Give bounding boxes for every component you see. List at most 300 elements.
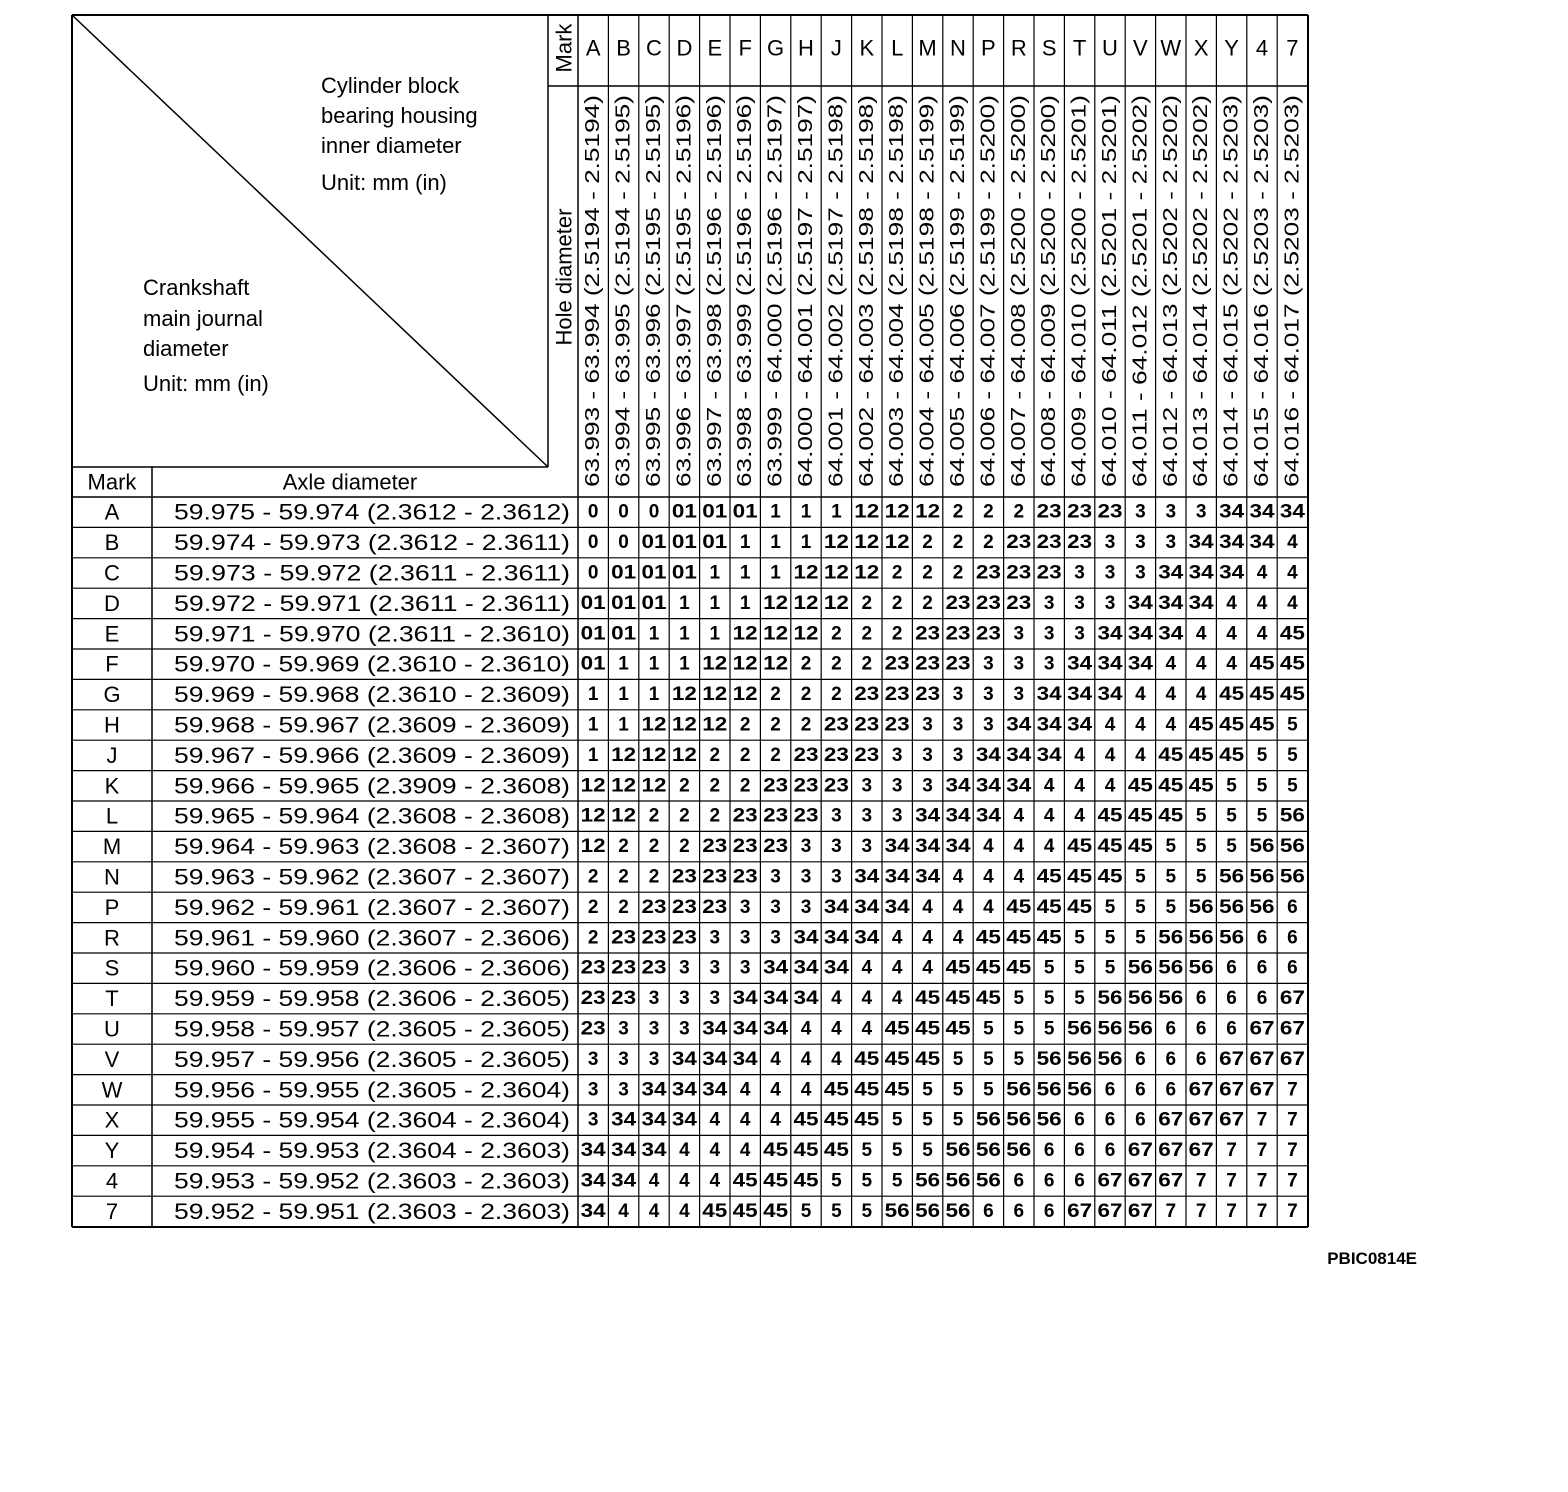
grade-cell: 3 <box>922 775 933 797</box>
grade-cell: 34 <box>732 1048 759 1070</box>
grade-cell: 3 <box>739 957 751 979</box>
grade-cell: 67 <box>1219 1048 1245 1070</box>
grade-cell: 3 <box>1043 592 1055 614</box>
grade-cell: 3 <box>770 866 781 888</box>
grade-cell: 12 <box>671 714 697 736</box>
grade-cell: 23 <box>975 562 1001 584</box>
grade-cell: 67 <box>1279 988 1305 1010</box>
grade-cell: 6 <box>1043 1170 1055 1192</box>
column-hole-diameter: 64.015 - 64.016 (2.5203 - 2.5203) <box>1251 187 1273 487</box>
grade-cell: 23 <box>641 957 667 979</box>
grade-cell: 3 <box>709 957 721 979</box>
grade-cell: 12 <box>854 501 880 523</box>
grade-cell: 34 <box>1279 501 1306 523</box>
grade-cell: 12 <box>671 744 697 766</box>
grade-cell: 34 <box>1219 501 1245 523</box>
grade-cell: 7 <box>1287 1140 1298 1162</box>
grade-cell: 6 <box>1074 1109 1085 1131</box>
grade-cell: 5 <box>1195 805 1207 827</box>
grade-cell: 12 <box>732 623 758 645</box>
grade-cell: 3 <box>1165 532 1177 554</box>
grade-cell: 23 <box>611 957 637 979</box>
grade-cell: 12 <box>884 532 910 554</box>
grade-cell: 6 <box>983 1200 994 1222</box>
grade-cell: 5 <box>922 1109 933 1131</box>
grade-cell: 34 <box>884 896 911 918</box>
grade-cell: 12 <box>793 592 819 614</box>
column-hole-diameter: 64.014 - 64.015 (2.5202 - 2.5203) <box>1220 187 1243 487</box>
grade-cell: 34 <box>1006 714 1032 736</box>
column-mark: N <box>950 35 966 61</box>
grade-cell: 01 <box>671 562 698 584</box>
grade-cell: 4 <box>831 988 842 1010</box>
grade-cell: 23 <box>793 744 819 766</box>
grade-cell: 2 <box>618 836 629 858</box>
grade-cell: 4 <box>1165 684 1177 706</box>
grade-cell: 45 <box>1279 623 1306 645</box>
grade-cell: 45 <box>1279 653 1306 675</box>
grade-cell: 6 <box>1074 1170 1085 1192</box>
grade-cell: 2 <box>800 653 812 675</box>
row-axle-diameter: 59.967 - 59.966 (2.3609 - 2.3609) <box>174 742 570 768</box>
grade-cell: 67 <box>1158 1140 1184 1162</box>
grade-cell: 23 <box>763 836 789 858</box>
grade-cell: 34 <box>945 805 972 827</box>
row-axle-diameter: 59.963 - 59.962 (2.3607 - 2.3607) <box>174 864 570 890</box>
grade-cell: 2 <box>800 684 812 706</box>
grade-cell: 45 <box>1036 927 1063 949</box>
grade-cell: 34 <box>763 988 789 1010</box>
crank-unit: Unit: mm (in) <box>143 371 269 396</box>
grade-cell: 5 <box>1287 775 1298 797</box>
grade-cell: 34 <box>1067 684 1093 706</box>
grade-cell: 5 <box>1256 744 1268 766</box>
grade-cell: 4 <box>983 866 994 888</box>
grade-cell: 4 <box>648 1170 660 1192</box>
column-mark: D <box>676 35 693 61</box>
grade-cell: 67 <box>1127 1170 1153 1192</box>
grade-cell: 4 <box>1135 714 1146 736</box>
grade-cell: 56 <box>1036 1109 1062 1131</box>
grade-cell: 2 <box>648 866 660 888</box>
column-mark: J <box>830 35 842 61</box>
grade-cell: 23 <box>611 988 637 1010</box>
row-axle-diameter: 59.959 - 59.958 (2.3606 - 2.3605) <box>174 986 570 1012</box>
grade-cell: 23 <box>641 927 667 949</box>
grade-cell: 34 <box>823 896 850 918</box>
grade-cell: 3 <box>618 1048 629 1070</box>
grade-cell: 56 <box>1127 988 1153 1010</box>
grade-cell: 6 <box>1256 988 1268 1010</box>
grade-cell: 5 <box>1226 836 1237 858</box>
grade-cell: 67 <box>1219 1079 1245 1101</box>
grade-cell: 23 <box>580 988 606 1010</box>
grade-cell: 3 <box>1043 623 1055 645</box>
grade-cell: 3 <box>1043 653 1055 675</box>
row-mark: S <box>104 955 120 981</box>
grade-cell: 6 <box>1287 896 1298 918</box>
grade-cell: 3 <box>648 1048 660 1070</box>
grade-cell: 5 <box>1135 866 1146 888</box>
grade-cell: 23 <box>945 623 971 645</box>
grade-cell: 1 <box>587 744 599 766</box>
row-mark: V <box>104 1046 120 1072</box>
column-mark: 7 <box>1286 35 1299 61</box>
grade-cell: 4 <box>952 866 964 888</box>
grade-cell: 45 <box>1067 866 1093 888</box>
grade-cell: 23 <box>671 866 697 888</box>
row-mark: L <box>105 803 119 829</box>
grade-cell: 34 <box>1036 684 1063 706</box>
grade-cell: 23 <box>884 653 910 675</box>
grade-cell: 01 <box>580 592 607 614</box>
grade-cell: 3 <box>1104 562 1116 584</box>
grade-cell: 45 <box>1127 775 1154 797</box>
column-hole-diameter: 64.010 - 64.011 (2.5201 - 2.5201) <box>1099 189 1121 487</box>
grade-cell: 3 <box>679 988 690 1010</box>
grade-cell: 7 <box>1287 1170 1298 1192</box>
column-hole-diameter: 64.005 - 64.006 (2.5199 - 2.5199) <box>947 187 969 487</box>
grade-cell: 2 <box>861 623 873 645</box>
column-mark: A <box>585 35 601 61</box>
grade-cell: 56 <box>1158 988 1184 1010</box>
grade-cell: 56 <box>1279 805 1305 827</box>
column-hole-diameter: 64.002 - 64.003 (2.5198 - 2.5198) <box>855 187 878 488</box>
grade-cell: 1 <box>648 653 660 675</box>
grade-cell: 5 <box>1287 744 1298 766</box>
column-hole-diameter: 63.993 - 63.994 (2.5194 - 2.5194) <box>582 187 605 487</box>
grade-cell: 23 <box>1067 532 1093 554</box>
grade-cell: 1 <box>679 592 690 614</box>
grade-cell: 5 <box>800 1200 812 1222</box>
grade-cell: 3 <box>800 896 812 918</box>
grade-cell: 34 <box>641 1109 668 1131</box>
grade-cell: 3 <box>952 714 964 736</box>
grade-cell: 4 <box>618 1200 629 1222</box>
grade-cell: 7 <box>1287 1109 1298 1131</box>
grade-cell: 3 <box>1135 532 1146 554</box>
grade-cell: 23 <box>915 623 941 645</box>
grade-cell: 45 <box>793 1140 820 1162</box>
grade-cell: 45 <box>1097 805 1124 827</box>
grade-cell: 34 <box>823 957 850 979</box>
grade-cell: 12 <box>641 775 667 797</box>
grade-cell: 6 <box>1135 1109 1146 1131</box>
grade-cell: 45 <box>975 957 1002 979</box>
grade-cell: 5 <box>1043 1018 1055 1040</box>
grade-cell: 56 <box>975 1109 1001 1131</box>
grade-cell: 6 <box>1104 1079 1116 1101</box>
grade-cell: 4 <box>952 927 964 949</box>
grade-cell: 45 <box>1219 714 1245 736</box>
grade-cell: 45 <box>1279 684 1306 706</box>
grade-cell: 4 <box>800 1079 812 1101</box>
grade-cell: 45 <box>945 988 972 1010</box>
grade-cell: 2 <box>891 623 903 645</box>
grade-cell: 7 <box>1287 1079 1298 1101</box>
grade-cell: 2 <box>679 805 690 827</box>
grade-cell: 3 <box>983 684 994 706</box>
grade-cell: 34 <box>671 1048 698 1070</box>
grade-cell: 45 <box>1006 896 1032 918</box>
column-hole-diameter: 64.016 - 64.017 (2.5203 - 2.5203) <box>1281 187 1304 487</box>
grade-cell: 23 <box>763 775 789 797</box>
grade-cell: 6 <box>1256 927 1268 949</box>
column-hole-diameter: 63.998 - 63.999 (2.5196 - 2.5196) <box>734 187 757 487</box>
grade-cell: 45 <box>1036 866 1063 888</box>
grade-cell: 1 <box>770 501 781 523</box>
grade-cell: 0 <box>587 532 599 554</box>
grade-cell: 1 <box>739 532 751 554</box>
grade-cell: 34 <box>611 1170 637 1192</box>
grade-cell: 6 <box>1165 1079 1177 1101</box>
grade-cell: 3 <box>1074 562 1085 584</box>
grade-cell: 5 <box>891 1170 903 1192</box>
grade-cell: 45 <box>1097 866 1124 888</box>
hole-diameter-header: Hole diameter <box>551 208 577 346</box>
grade-cell: 3 <box>861 775 873 797</box>
row-axle-diameter: 59.972 - 59.971 (2.3611 - 2.3611) <box>174 590 570 616</box>
grade-cell: 2 <box>679 775 690 797</box>
grade-cell: 01 <box>641 592 668 614</box>
grade-cell: 4 <box>800 1048 812 1070</box>
grade-cell: 5 <box>861 1170 873 1192</box>
grade-cell: 12 <box>884 501 910 523</box>
grade-cell: 23 <box>975 623 1001 645</box>
grade-cell: 5 <box>1013 1018 1025 1040</box>
grade-cell: 1 <box>709 623 721 645</box>
grade-cell: 3 <box>1074 623 1085 645</box>
grade-cell: 2 <box>891 562 903 584</box>
row-axle-diameter: 59.953 - 59.952 (2.3603 - 2.3603) <box>174 1168 570 1194</box>
grade-cell: 34 <box>1127 592 1154 614</box>
grade-cell: 34 <box>915 866 941 888</box>
grade-cell: 5 <box>1074 927 1085 949</box>
grade-cell: 2 <box>770 744 781 766</box>
grade-cell: 5 <box>1043 988 1055 1010</box>
grade-cell: 1 <box>679 653 690 675</box>
grade-cell: 2 <box>1013 501 1025 523</box>
grade-cell: 45 <box>1188 744 1215 766</box>
grade-cell: 4 <box>922 957 933 979</box>
row-mark: R <box>104 925 120 951</box>
grade-cell: 23 <box>611 927 637 949</box>
grade-cell: 67 <box>1279 1048 1305 1070</box>
grade-cell: 67 <box>1188 1140 1214 1162</box>
grade-cell: 12 <box>641 744 667 766</box>
grade-cell: 34 <box>580 1200 607 1222</box>
row-mark: D <box>104 590 120 616</box>
grade-cell: 01 <box>702 501 728 523</box>
grade-cell: 23 <box>671 927 697 949</box>
grade-cell: 45 <box>1249 653 1276 675</box>
grade-cell: 5 <box>891 1140 903 1162</box>
grade-cell: 0 <box>618 501 629 523</box>
grade-cell: 12 <box>793 623 819 645</box>
grade-cell: 4 <box>709 1170 721 1192</box>
grade-cell: 3 <box>679 1018 690 1040</box>
grade-cell: 23 <box>793 775 819 797</box>
grade-cell: 1 <box>679 623 690 645</box>
grade-cell: 4 <box>1013 866 1025 888</box>
grade-cell: 34 <box>763 1018 789 1040</box>
grade-cell: 5 <box>1195 866 1207 888</box>
grade-cell: 5 <box>1074 988 1085 1010</box>
grade-cell: 7 <box>1287 1200 1298 1222</box>
column-hole-diameter: 63.999 - 64.000 (2.5196 - 2.5197) <box>764 187 787 487</box>
grade-cell: 4 <box>1287 532 1298 554</box>
grade-cell: 4 <box>983 896 994 918</box>
grade-cell: 56 <box>1249 836 1275 858</box>
grade-cell: 01 <box>641 532 668 554</box>
grade-cell: 4 <box>800 1018 812 1040</box>
grade-cell: 45 <box>793 1170 820 1192</box>
grade-cell: 1 <box>587 714 599 736</box>
grade-cell: 67 <box>1249 1048 1275 1070</box>
axle-diameter-header: Axle diameter <box>282 469 418 495</box>
row-axle-diameter: 59.957 - 59.956 (2.3605 - 2.3605) <box>174 1046 570 1072</box>
row-mark: E <box>104 621 120 647</box>
grade-cell: 23 <box>1006 562 1032 584</box>
grade-cell: 45 <box>763 1170 789 1192</box>
column-hole-diameter: 63.994 - 63.995 (2.5194 - 2.5195) <box>612 187 635 487</box>
grade-cell: 34 <box>732 1018 759 1040</box>
grade-cell: 5 <box>831 1200 842 1222</box>
grade-cell: 5 <box>983 1018 994 1040</box>
grade-cell: 45 <box>823 1109 850 1131</box>
grade-cell: 5 <box>1135 927 1146 949</box>
row-axle-diameter: 59.955 - 59.954 (2.3604 - 2.3604) <box>174 1107 570 1133</box>
grade-cell: 2 <box>587 896 599 918</box>
grade-cell: 3 <box>709 988 721 1010</box>
grade-cell: 12 <box>915 501 941 523</box>
grade-cell: 67 <box>1127 1140 1153 1162</box>
grade-cell: 3 <box>1104 532 1116 554</box>
grade-cell: 01 <box>611 592 637 614</box>
grade-cell: 34 <box>611 1140 637 1162</box>
row-axle-diameter: 59.960 - 59.959 (2.3606 - 2.3606) <box>174 955 570 981</box>
grade-cell: 23 <box>915 684 941 706</box>
grade-cell: 01 <box>732 501 759 523</box>
grade-cell: 23 <box>854 684 880 706</box>
grade-cell: 4 <box>831 1018 842 1040</box>
grade-cell: 12 <box>732 653 758 675</box>
grade-cell: 3 <box>739 927 751 949</box>
grade-cell: 34 <box>763 957 789 979</box>
grade-cell: 56 <box>1036 1048 1062 1070</box>
grade-cell: 2 <box>952 562 964 584</box>
grade-cell: 56 <box>1006 1140 1032 1162</box>
grade-cell: 2 <box>709 744 721 766</box>
grade-cell: 4 <box>1195 623 1207 645</box>
grade-cell: 45 <box>823 1140 850 1162</box>
row-axle-diameter: 59.954 - 59.953 (2.3604 - 2.3603) <box>174 1138 570 1164</box>
row-axle-diameter: 59.969 - 59.968 (2.3610 - 2.3609) <box>174 682 570 708</box>
grade-cell: 2 <box>800 714 812 736</box>
grade-cell: 3 <box>831 805 842 827</box>
grade-cell: 2 <box>922 532 933 554</box>
grade-cell: 56 <box>1006 1109 1032 1131</box>
grade-cell: 56 <box>1219 866 1245 888</box>
grade-cell: 34 <box>884 836 911 858</box>
grade-cell: 2 <box>739 744 751 766</box>
grade-cell: 6 <box>1043 1140 1055 1162</box>
grade-cell: 4 <box>770 1048 781 1070</box>
grade-cell: 4 <box>679 1200 690 1222</box>
grade-cell: 6 <box>1135 1079 1146 1101</box>
column-hole-diameter: 64.012 - 64.013 (2.5202 - 2.5202) <box>1159 187 1182 487</box>
column-hole-diameter: 64.001 - 64.002 (2.5197 - 2.5198) <box>825 187 848 487</box>
grade-cell: 34 <box>1067 714 1093 736</box>
grade-cell: 12 <box>732 684 758 706</box>
grade-cell: 56 <box>975 1140 1001 1162</box>
grade-cell: 3 <box>1013 653 1025 675</box>
row-mark: K <box>104 773 120 799</box>
grade-cell: 56 <box>1067 1048 1093 1070</box>
grade-cell: 5 <box>1104 927 1116 949</box>
grade-cell: 3 <box>831 866 842 888</box>
row-axle-diameter: 59.956 - 59.955 (2.3605 - 2.3604) <box>174 1077 570 1103</box>
grade-cell: 45 <box>1097 836 1124 858</box>
grade-cell: 34 <box>671 1109 698 1131</box>
grade-cell: 56 <box>975 1170 1001 1192</box>
grade-cell: 34 <box>823 927 850 949</box>
grade-cell: 1 <box>739 592 751 614</box>
grade-cell: 01 <box>580 623 607 645</box>
grade-cell: 12 <box>580 836 606 858</box>
grade-cell: 34 <box>1219 562 1245 584</box>
grade-cell: 5 <box>861 1200 873 1222</box>
grade-cell: 4 <box>1074 775 1085 797</box>
grade-cell: 34 <box>671 1079 698 1101</box>
grade-cell: 45 <box>1219 684 1245 706</box>
grade-cell: 34 <box>854 866 880 888</box>
grade-cell: 1 <box>739 562 751 584</box>
grade-cell: 7 <box>1195 1170 1207 1192</box>
grade-cell: 67 <box>1097 1170 1123 1192</box>
grade-cell: 3 <box>861 805 873 827</box>
grade-cell: 3 <box>861 836 873 858</box>
grade-cell: 45 <box>915 1048 941 1070</box>
grade-cell: 12 <box>793 562 819 584</box>
grade-cell: 67 <box>1158 1170 1184 1192</box>
grade-cell: 23 <box>884 714 910 736</box>
grade-cell: 4 <box>861 957 873 979</box>
grade-cell: 23 <box>580 957 606 979</box>
grade-cell: 34 <box>1127 653 1154 675</box>
grade-cell: 4 <box>1135 744 1146 766</box>
grade-cell: 56 <box>1097 988 1123 1010</box>
grade-cell: 56 <box>1279 836 1305 858</box>
column-mark: H <box>798 35 814 61</box>
grade-cell: 23 <box>671 896 697 918</box>
row-mark: H <box>104 712 120 738</box>
grade-cell: 01 <box>702 532 728 554</box>
column-mark: V <box>1133 35 1148 61</box>
grade-cell: 34 <box>1249 501 1276 523</box>
grade-cell: 45 <box>1249 684 1276 706</box>
grade-cell: 6 <box>1104 1109 1116 1131</box>
column-hole-diameter: 64.011 - 64.012 (2.5201 - 2.5202) <box>1129 189 1152 487</box>
column-mark: R <box>1010 35 1027 61</box>
grade-cell: 56 <box>945 1200 971 1222</box>
grade-cell: 67 <box>1219 1109 1245 1131</box>
grade-cell: 67 <box>1249 1079 1275 1101</box>
grade-cell: 2 <box>618 866 629 888</box>
grade-cell: 2 <box>983 501 994 523</box>
grade-cell: 4 <box>1104 714 1116 736</box>
grade-cell: 7 <box>1256 1140 1268 1162</box>
